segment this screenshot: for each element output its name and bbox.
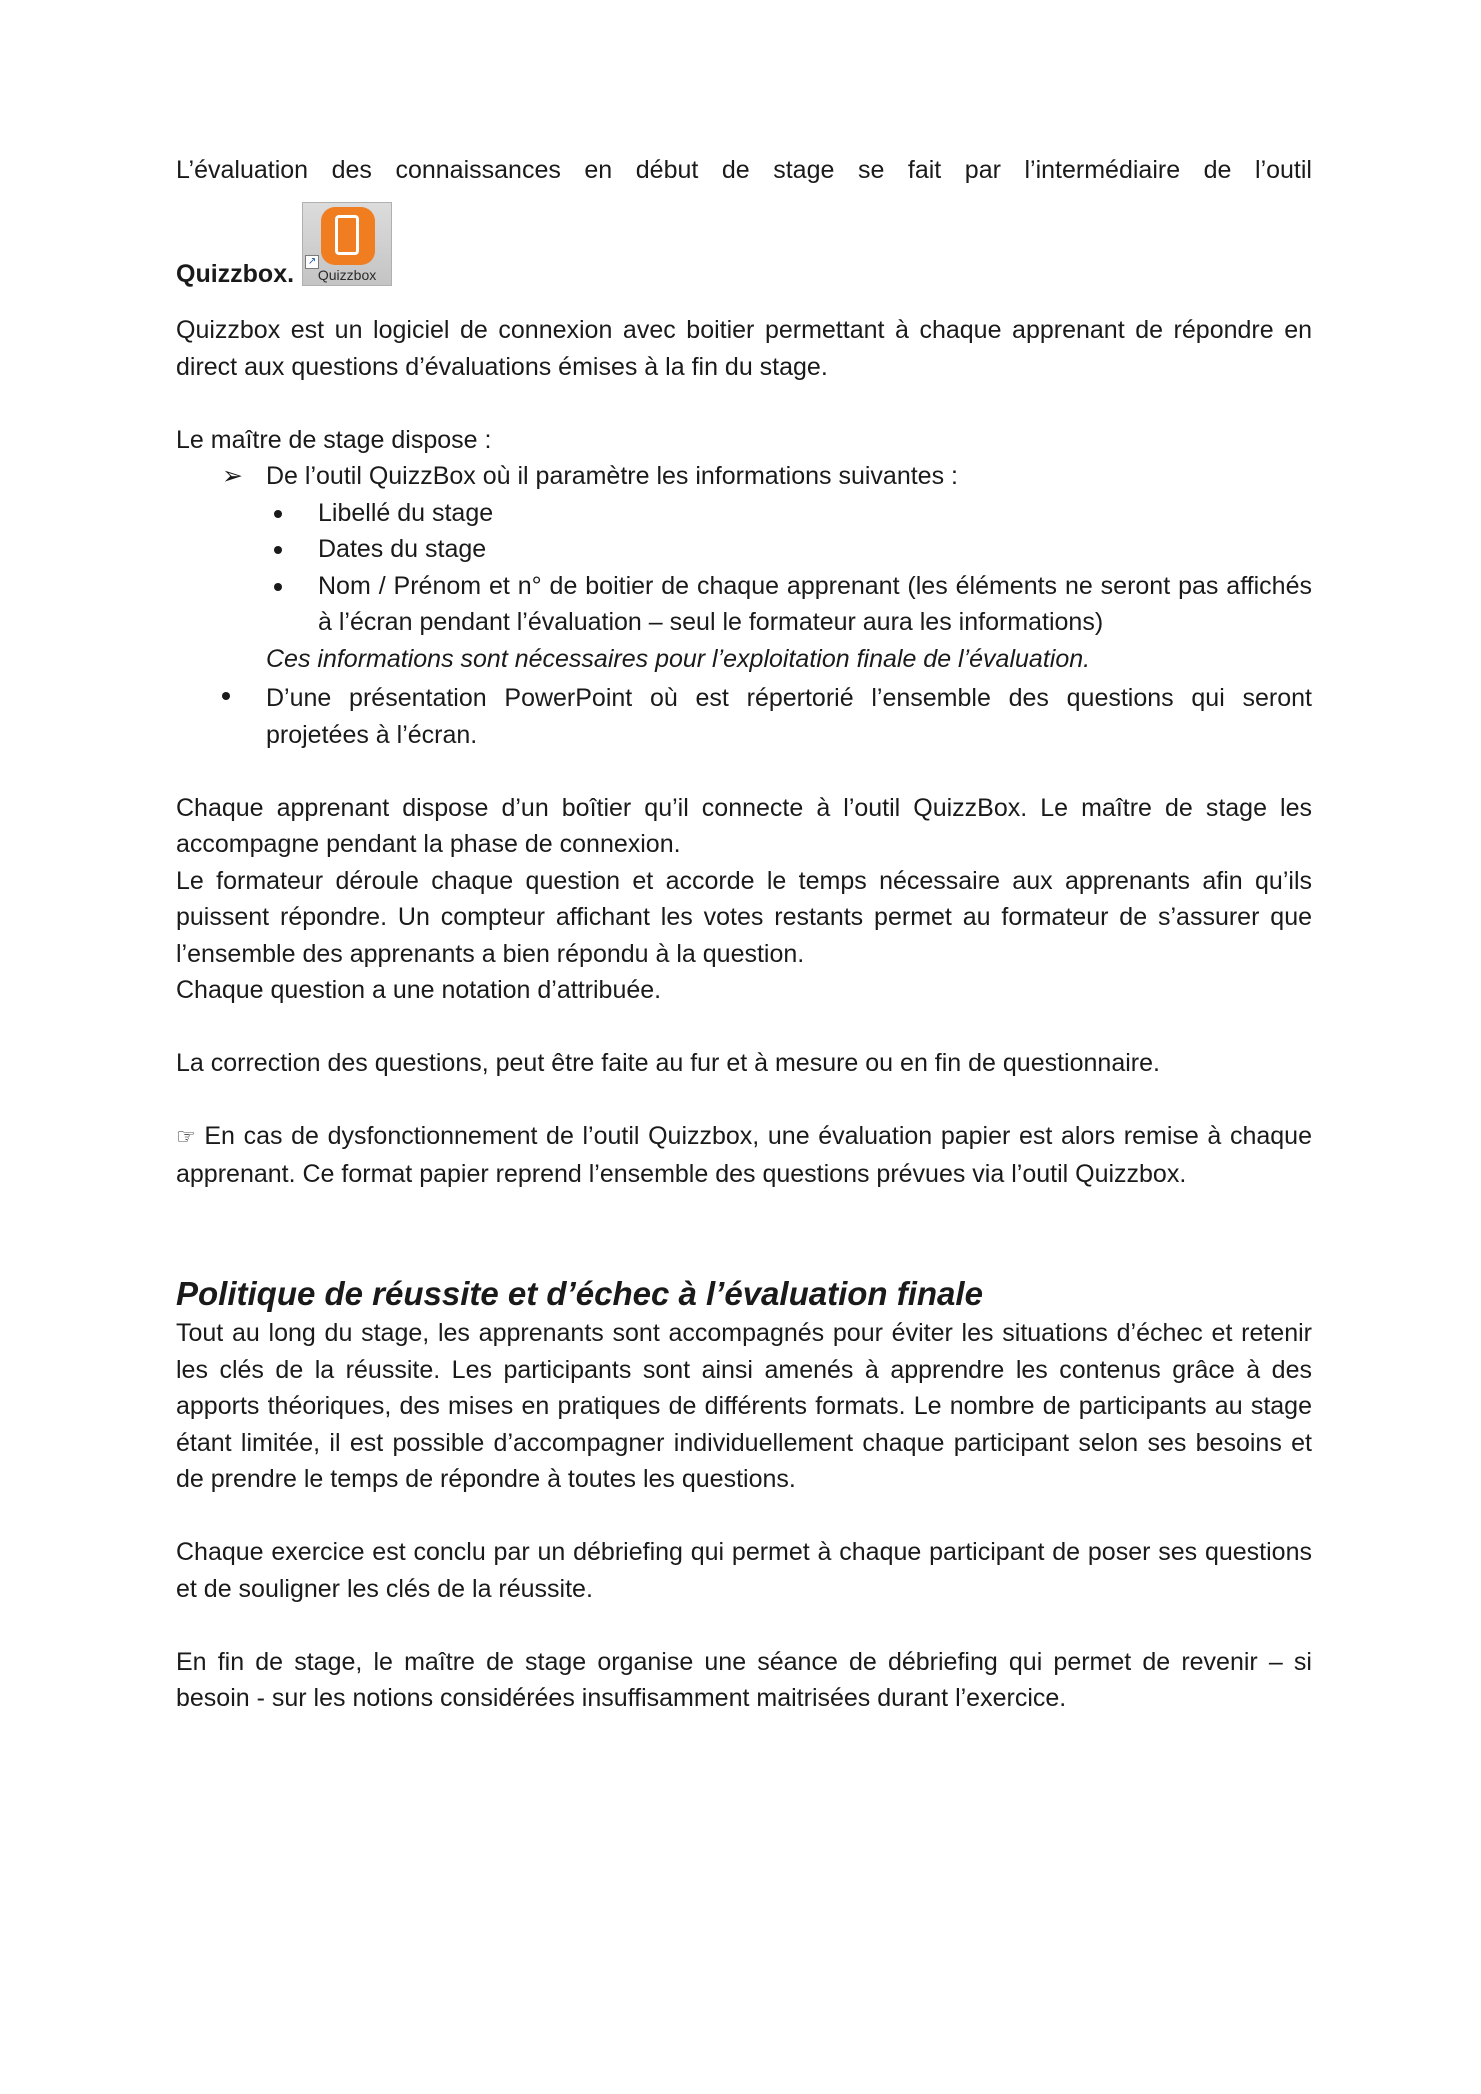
sub-list-item — [176, 495, 1312, 532]
spacer — [176, 292, 1312, 312]
correction-paragraph: La correction des questions, peut être faite au fur et à mesure ou en fin de questionnaire. — [176, 1049, 1160, 1077]
bullet-dot-icon — [222, 677, 230, 714]
description-paragraph: Quizzbox est un logiciel de connexion avec boitier permettant à chaque apprenant de répondre en direct aux questions d’évaluations émises à la fin du stage. — [176, 316, 1312, 381]
policy-paragraph: En fin de stage, le maître de stage organise une séance de débriefing qui permet de revenir – si besoin - sur les notions considérées insuffisamment maitrisées durant l’exercice. — [176, 1647, 1312, 1712]
sub-list-item — [176, 568, 1312, 641]
bullet-dot-icon — [274, 568, 282, 605]
process-paragraph: Le formateur déroule chaque question et accorde le temps nécessaire aux apprenants afin qu’ils puissent répondre. Un compteur affichant les votes restants permet au formateur de s’assurer que l’ensemble des apprenants a bien répondu à la question. — [176, 866, 1312, 968]
spacer — [176, 1082, 1312, 1119]
intro-block — [176, 152, 1312, 292]
sub-list-item-text: Libellé du stage — [318, 498, 494, 527]
process-paragraph: Chaque apprenant dispose d’un boîtier qu’il connecte à l’outil QuizzBox. Le maître de stage les accompagne pendant la phase de connexion. — [176, 793, 1312, 858]
list-item-text: D’une présentation PowerPoint où est répertorié l’ensemble des questions qui seront projetées à l’écran. — [266, 684, 1312, 749]
spacer — [176, 1192, 1312, 1268]
shortcut-arrow-icon: ↗ — [305, 255, 319, 269]
master-lead: Le maître de stage dispose : — [176, 425, 492, 454]
quizzbox-app-icon[interactable] — [302, 202, 392, 286]
app-name: Quizzbox. — [176, 259, 295, 288]
spacer — [176, 1009, 1312, 1046]
arrow-bullet-icon: ➢ — [222, 462, 243, 490]
page-content — [176, 152, 1312, 1717]
fallback-text: En cas de dysfonctionnement de l’outil Quizzbox, une évaluation papier est alors remise à chaque apprenant. Ce format papier reprend l’ensemble des questions prévues via l’outil Quizzbox. — [176, 1122, 1312, 1188]
spacer — [176, 753, 1312, 790]
italic-note: Ces informations sont nécessaires pour l’exploitation finale de l’évaluation. — [266, 644, 1091, 673]
policy-paragraph: Chaque exercice est conclu par un débriefing qui permet à chaque participant de poser ses questions et de souligner les clés de la réussite. — [176, 1538, 1312, 1603]
bullet-dot-icon — [274, 495, 282, 532]
fallback-paragraph — [176, 1118, 1312, 1192]
list-item — [176, 458, 1312, 495]
spacer — [176, 385, 1312, 422]
process-paragraph: Chaque question a une notation d’attribuée. — [176, 976, 662, 1004]
bullet-dot-icon — [274, 531, 282, 568]
list-item — [176, 677, 1312, 753]
spacer — [176, 1498, 1312, 1535]
handset-icon — [335, 215, 359, 255]
intro-text: L’évaluation des connaissances en début de stage se fait par l’intermédiaire de l’outil — [176, 156, 1312, 184]
sub-list-item — [176, 531, 1312, 568]
list-item-text: De l’outil QuizzBox où il paramètre les informations suivantes : — [266, 462, 958, 490]
pointing-hand-icon: ☞ — [176, 1124, 196, 1149]
sub-list-item-text: Dates du stage — [318, 535, 487, 563]
section-heading: Politique de réussite et d’échec à l’évaluation finale — [176, 1275, 983, 1312]
remote-badge-icon — [321, 207, 375, 265]
sub-list-item-text: Nom / Prénom et n° de boitier de chaque apprenant (les éléments ne seront pas affichés à l’écran pendant l’évaluation – seul le formateur aura les informations) — [318, 571, 1312, 636]
app-icon-caption: Quizzbox — [317, 267, 377, 283]
policy-paragraph: Tout au long du stage, les apprenants sont accompagnés pour éviter les situations d’échec et retenir les clés de la réussite. Les participants sont ainsi amenés à apprendre les contenus grâce à des apports théoriques, des mises en pratiques de différents formats. Le nombre de participants au stage étant limitée, il est possible d’accompagner individuellement chaque participant selon ses besoins et de prendre le temps de répondre à toutes les questions. — [176, 1319, 1312, 1493]
spacer — [176, 1607, 1312, 1644]
